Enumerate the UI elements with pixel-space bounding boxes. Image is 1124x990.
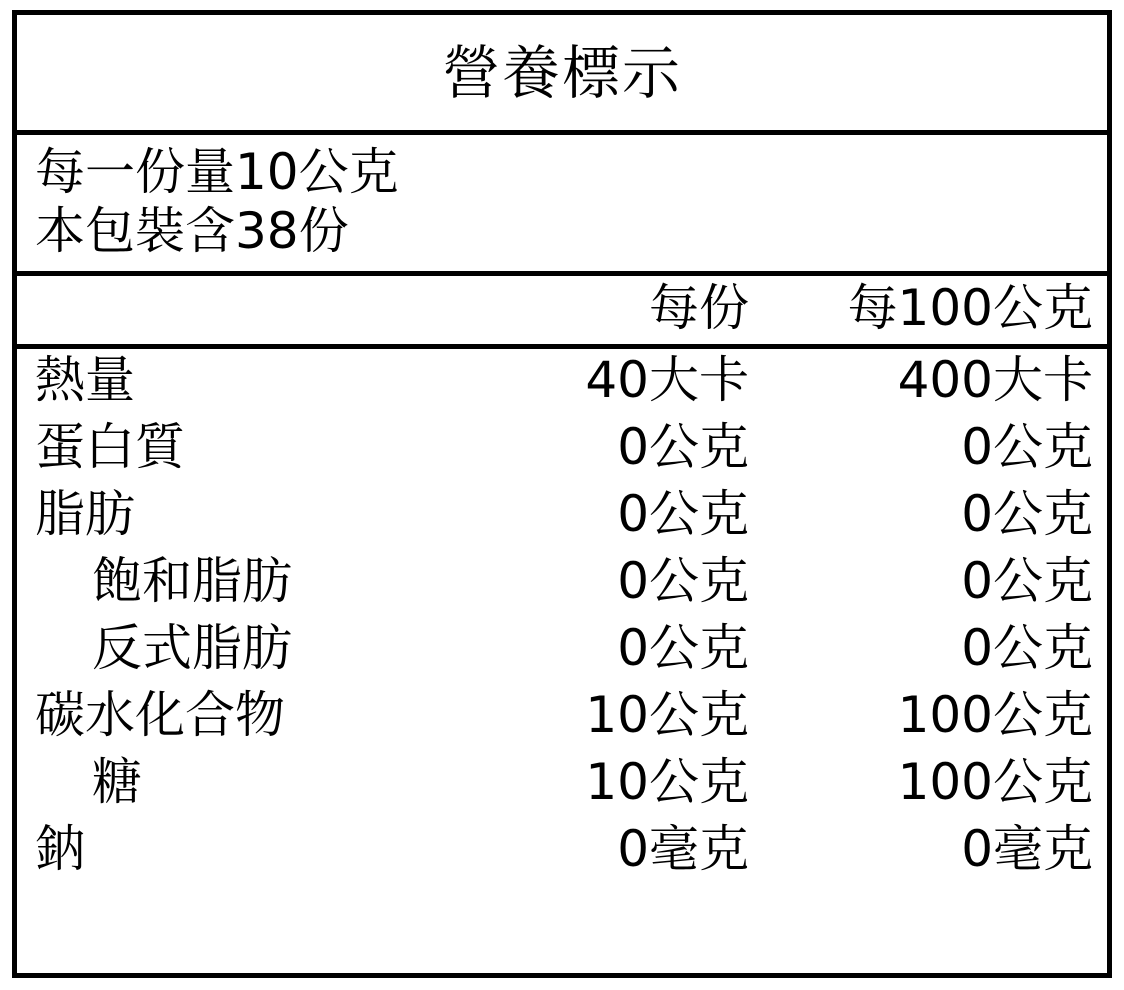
nutrient-value-per-100g: 0公克 <box>961 417 1093 476</box>
nutrient-value-per-serving: 10公克 <box>585 752 749 811</box>
nutrition-label-panel <box>12 10 1112 978</box>
column-header-per-serving: 每份 <box>649 279 749 337</box>
nutrient-value-per-100g: 0公克 <box>961 618 1093 677</box>
nutrient-name: 熱量 <box>35 350 135 409</box>
nutrient-value-per-serving: 10公克 <box>585 685 749 744</box>
nutrient-value-per-serving: 0公克 <box>617 417 749 476</box>
label-title-row <box>17 15 1107 135</box>
table-row <box>17 752 1107 822</box>
nutrient-name: 飽和脂肪 <box>92 551 292 610</box>
nutrient-name: 脂肪 <box>35 484 135 543</box>
label-title: 營養標示 <box>441 38 682 107</box>
nutrient-name: 反式脂肪 <box>92 618 292 677</box>
column-header-row <box>17 276 1107 349</box>
table-row <box>17 417 1107 487</box>
nutrient-value-per-100g: 0公克 <box>961 484 1093 543</box>
nutrient-rows <box>17 349 1107 974</box>
table-row <box>17 685 1107 755</box>
nutrient-value-per-serving: 0公克 <box>617 618 749 677</box>
nutrient-name: 鈉 <box>35 819 85 878</box>
nutrient-name: 蛋白質 <box>35 417 185 476</box>
table-row <box>17 350 1107 420</box>
nutrient-value-per-100g: 100公克 <box>897 685 1093 744</box>
nutrient-name: 糖 <box>92 752 142 811</box>
nutrient-value-per-100g: 0公克 <box>961 551 1093 610</box>
serving-info-block <box>17 135 1107 276</box>
table-row <box>17 551 1107 621</box>
table-row <box>17 819 1107 889</box>
servings-per-container-line: 本包裝含38份 <box>35 202 349 260</box>
column-header-per-100g: 每100公克 <box>847 279 1093 337</box>
nutrient-value-per-100g: 400大卡 <box>897 350 1093 409</box>
nutrient-name: 碳水化合物 <box>35 685 285 744</box>
table-row <box>17 484 1107 554</box>
nutrient-value-per-serving: 40大卡 <box>585 350 749 409</box>
nutrient-value-per-serving: 0公克 <box>617 551 749 610</box>
table-row <box>17 618 1107 688</box>
serving-size-line: 每一份量10公克 <box>35 143 399 201</box>
nutrient-value-per-serving: 0毫克 <box>617 819 749 878</box>
nutrient-value-per-serving: 0公克 <box>617 484 749 543</box>
nutrient-value-per-100g: 0毫克 <box>961 819 1093 878</box>
nutrient-value-per-100g: 100公克 <box>897 752 1093 811</box>
